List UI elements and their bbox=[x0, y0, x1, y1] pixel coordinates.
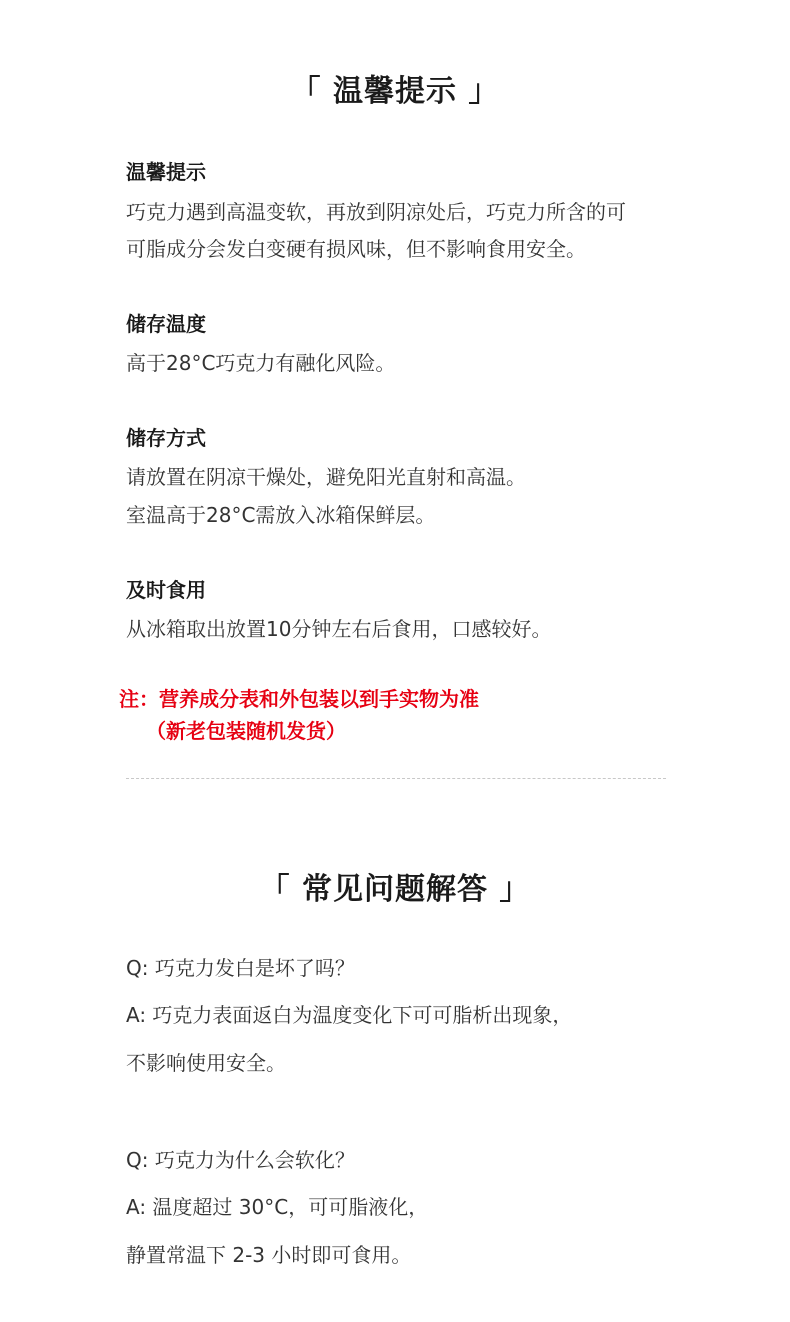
tip-eat-in-time-line-1: 从冰箱取出放置10分钟左右后食用，口感较好。 bbox=[126, 617, 552, 641]
tip-storage-temperature-line-1: 高于28°C巧克力有融化风险。 bbox=[126, 351, 396, 375]
faq-question: Q: 巧克力为什么会软化？ bbox=[126, 1148, 355, 1172]
faq-answer-line-1: A: 温度超过 30°C，可可脂液化， bbox=[126, 1195, 429, 1219]
faq-question: Q: 巧克力发白是坏了吗？ bbox=[126, 956, 355, 980]
tip-heading-notice: 温馨提示 bbox=[126, 160, 206, 184]
tip-heading-eat-in-time: 及时食用 bbox=[126, 578, 206, 602]
tip-heading-storage-temperature: 储存温度 bbox=[126, 312, 206, 336]
tips-section-title: 「 温馨提示 」 bbox=[290, 74, 500, 109]
faq-answer-line-2: 不影响使用安全。 bbox=[126, 1051, 286, 1075]
section-divider bbox=[126, 778, 666, 779]
tip-heading-storage-method: 储存方式 bbox=[126, 426, 206, 450]
faq-section-title: 「 常见问题解答 」 bbox=[259, 872, 531, 907]
faq-answer-line-1: A: 巧克力表面返白为温度变化下可可脂析出现象， bbox=[126, 1003, 573, 1027]
packaging-note: 注：营养成分表和外包装以到手实物为准 bbox=[119, 687, 479, 711]
tip-notice-line-1: 巧克力遇到高温变软，再放到阴凉处后，巧克力所含的可 bbox=[126, 200, 626, 224]
tip-storage-method-line-2: 室温高于28°C需放入冰箱保鲜层。 bbox=[126, 503, 436, 527]
faq-answer-line-2: 静置常温下 2-3 小时即可食用。 bbox=[126, 1243, 412, 1267]
tip-notice-line-2: 可脂成分会发白变硬有损风味，但不影响食用安全。 bbox=[126, 237, 586, 261]
packaging-note-random: （新老包装随机发货） bbox=[146, 719, 346, 743]
tip-storage-method-line-1: 请放置在阴凉干燥处，避免阳光直射和高温。 bbox=[126, 465, 526, 489]
